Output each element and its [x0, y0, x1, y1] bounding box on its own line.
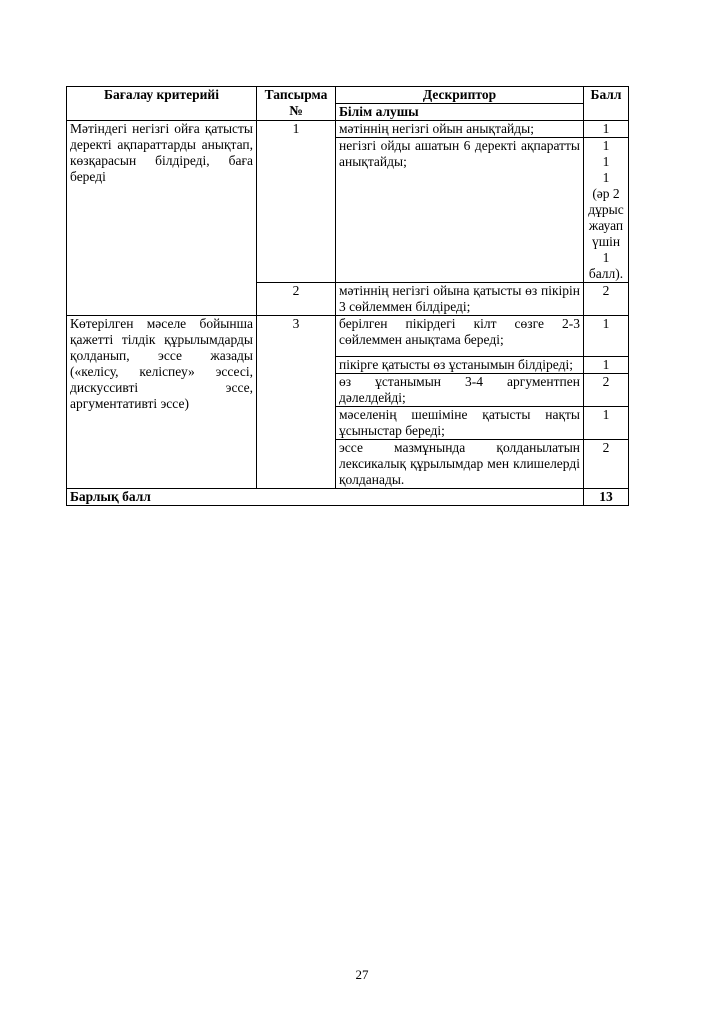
task-number: 3 — [257, 316, 336, 489]
criteria-cell: Мәтіндегі негізгі ойға қатысты деректі ақпараттарды анықтап, көзқарасын білдіреді, баға береді — [67, 121, 257, 316]
descriptor-cell: өз ұстанымын 3-4 аргументпен дәлелдейді; — [336, 374, 584, 407]
header-task-line2: № — [289, 103, 303, 118]
total-row — [67, 489, 629, 506]
task-number: 1 — [257, 121, 336, 283]
header-task — [257, 87, 336, 121]
header-task-line1: Тапсырма — [264, 87, 328, 102]
score-line: (әр 2 — [592, 186, 620, 201]
total-label: Барлық балл — [67, 489, 584, 506]
header-descriptor: Дескриптор — [336, 87, 584, 104]
score-cell: 1 — [584, 407, 629, 440]
score-cell: 1 — [584, 121, 629, 138]
table-row — [67, 316, 629, 357]
score-cell-multiline — [584, 138, 629, 283]
criteria-cell: Көтерілген мәселе бойынша қажетті тілдік құрылымдарды қолданып, эссе жазады («келісу, келіспеу» эссесі, дискуссивті эссе, аргументативті эссе) — [67, 316, 257, 489]
descriptor-subheader: Білім алушы — [336, 104, 584, 121]
descriptor-cell: мәтіннің негізгі ойын анықтайды; — [336, 121, 584, 138]
header-score: Балл — [584, 87, 629, 121]
task-number: 2 — [257, 283, 336, 316]
score-line: жауап — [588, 218, 624, 233]
score-cell: 2 — [584, 374, 629, 407]
score-line: балл). — [588, 266, 624, 281]
score-cell: 1 — [584, 357, 629, 374]
descriptor-cell: негізгі ойды ашатын 6 деректі ақпаратты анықтайды; — [336, 138, 584, 283]
table-row — [67, 121, 629, 138]
assessment-criteria-table — [66, 86, 629, 506]
descriptor-cell: берілген пікірдегі кілт сөзге 2-3 сөйлеммен анықтама береді; — [336, 316, 584, 357]
score-line: 1 — [602, 170, 610, 185]
header-row — [67, 87, 629, 104]
descriptor-cell: мәселенің шешіміне қатысты нақты ұсыныстар береді; — [336, 407, 584, 440]
page-number: 27 — [355, 967, 369, 982]
total-score: 13 — [584, 489, 629, 506]
score-line: үшін 1 — [591, 234, 621, 265]
score-cell: 1 — [584, 316, 629, 357]
descriptor-cell: эссе мазмұнында қолданылатын лексикалық құрылымдар мен клишелерді қолданады. — [336, 440, 584, 489]
score-line: 1 — [602, 138, 610, 153]
score-line: дұрыс — [588, 202, 624, 217]
score-cell: 2 — [584, 440, 629, 489]
descriptor-cell: мәтіннің негізгі ойына қатысты өз пікірін 3 сөйлеммен білдіреді; — [336, 283, 584, 316]
score-cell: 2 — [584, 283, 629, 316]
score-line: 1 — [602, 154, 610, 169]
descriptor-cell: пікірге қатысты өз ұстанымын білдіреді; — [336, 357, 584, 374]
header-criteria: Бағалау критерийі — [67, 87, 257, 121]
